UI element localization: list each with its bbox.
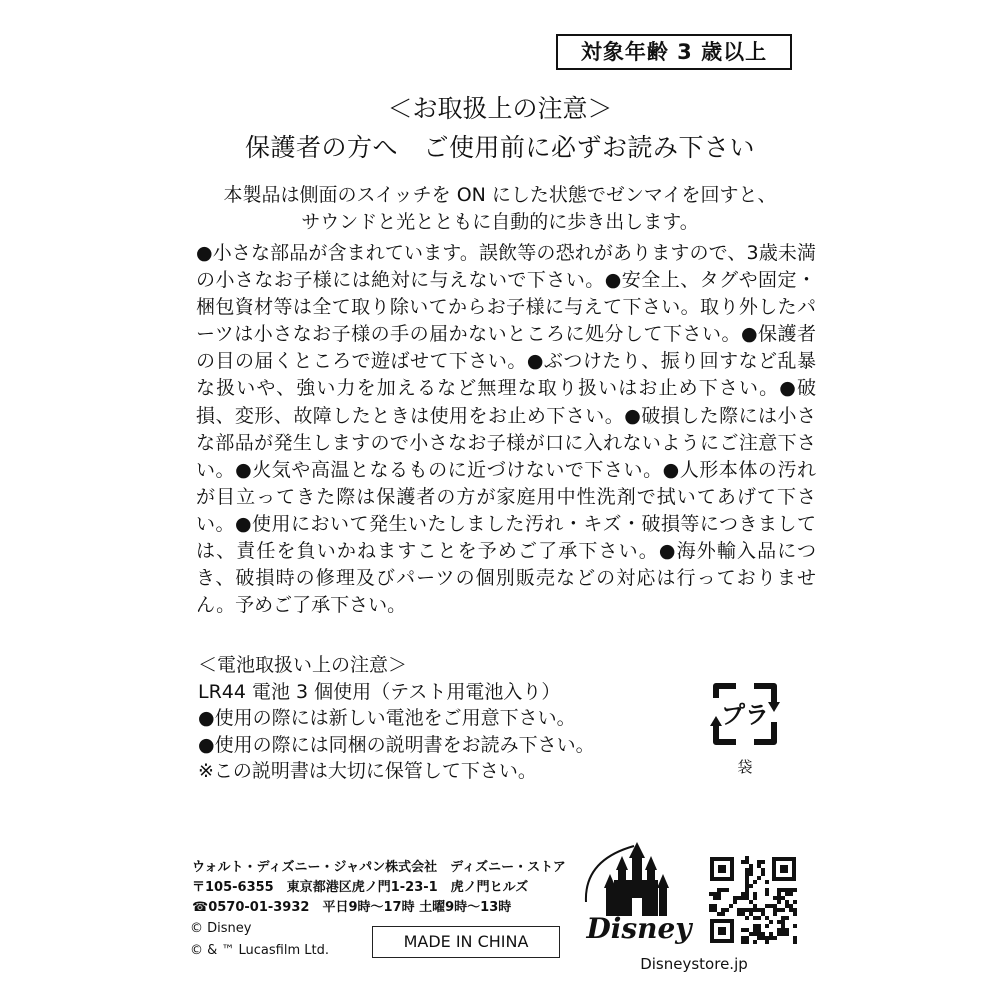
company-name: ウォルト・ディズニー・ジャパン株式会社 ディズニー・ストア — [192, 860, 566, 875]
qr-module — [749, 872, 753, 876]
qr-module — [793, 940, 797, 944]
qr-module — [741, 936, 745, 940]
qr-module — [781, 920, 785, 924]
qr-module — [761, 860, 765, 864]
qr-module — [745, 876, 749, 880]
disney-logo-text: Disney — [586, 912, 692, 945]
qr-module — [765, 924, 769, 928]
qr-module — [773, 904, 777, 908]
qr-module — [737, 908, 741, 912]
qr-module — [785, 900, 789, 904]
website-url[interactable]: Disneystore.jp — [640, 955, 748, 973]
qr-module — [733, 896, 737, 900]
qr-module — [741, 940, 745, 944]
qr-module — [757, 864, 761, 868]
qr-module — [745, 940, 749, 944]
qr-module — [745, 916, 749, 920]
copyright-lucasfilm: © & ™ Lucasfilm Ltd. — [190, 943, 329, 958]
qr-module — [733, 900, 737, 904]
battery-line: ●使用の際には同梱の説明書をお読み下さい。 — [198, 733, 595, 756]
qr-code-icon[interactable] — [708, 855, 798, 945]
qr-module — [769, 920, 773, 924]
qr-module — [761, 872, 765, 876]
battery-line: ※この説明書は大切に保管して下さい。 — [198, 760, 537, 782]
qr-module — [749, 864, 753, 868]
qr-module — [717, 888, 721, 892]
qr-module — [753, 916, 757, 920]
qr-module — [761, 868, 765, 872]
qr-module — [793, 900, 797, 904]
qr-module — [785, 932, 789, 936]
qr-module — [765, 892, 769, 896]
qr-module — [757, 928, 761, 932]
qr-module — [725, 908, 729, 912]
qr-module — [757, 916, 761, 920]
battery-line: LR44 電池 3 個使用（テスト用電池入り） — [198, 680, 561, 703]
qr-module — [777, 908, 781, 912]
qr-module — [785, 888, 789, 892]
qr-module — [741, 860, 745, 864]
qr-module — [793, 924, 797, 928]
copyright — [190, 918, 329, 962]
qr-module — [761, 936, 765, 940]
qr-module — [761, 932, 765, 936]
qr-module — [757, 924, 761, 928]
qr-module — [781, 916, 785, 920]
qr-module — [753, 940, 757, 944]
company-info — [192, 858, 566, 918]
qr-module — [741, 912, 745, 916]
qr-module — [745, 896, 749, 900]
qr-module — [741, 896, 745, 900]
qr-module — [729, 904, 733, 908]
qr-module — [745, 936, 749, 940]
qr-module — [753, 924, 757, 928]
qr-module — [749, 912, 753, 916]
battery-line: ●使用の際には新しい電池をご用意下さい。 — [198, 707, 576, 729]
qr-module — [745, 888, 749, 892]
qr-module — [757, 860, 761, 864]
qr-module — [785, 928, 789, 932]
qr-module — [721, 888, 725, 892]
qr-module — [793, 888, 797, 892]
qr-module — [781, 928, 785, 932]
qr-module — [785, 892, 789, 896]
qr-module — [773, 896, 777, 900]
qr-module — [769, 932, 773, 936]
battery-heading: ＜電池取扱い上の注意＞ — [198, 654, 408, 676]
qr-module — [749, 908, 753, 912]
qr-module — [737, 912, 741, 916]
qr-module — [781, 932, 785, 936]
qr-module — [773, 912, 777, 916]
qr-module — [769, 904, 773, 908]
qr-module — [737, 896, 741, 900]
company-address: 〒105-6355 東京都港区虎ノ門1-23-1 虎ノ門ヒルズ — [192, 880, 529, 895]
qr-module — [745, 928, 749, 932]
qr-module — [781, 908, 785, 912]
qr-module — [761, 912, 765, 916]
qr-module — [741, 928, 745, 932]
qr-module — [749, 868, 753, 872]
company-phone: ☎0570-01-3932 平日9時～17時 土曜9時～13時 — [192, 900, 512, 915]
qr-module — [749, 932, 753, 936]
qr-module — [789, 892, 793, 896]
qr-module — [785, 904, 789, 908]
qr-module — [709, 892, 713, 896]
qr-module — [725, 888, 729, 892]
qr-module — [713, 892, 717, 896]
qr-module — [753, 928, 757, 932]
qr-module — [717, 896, 721, 900]
qr-module — [777, 900, 781, 904]
qr-module — [745, 860, 749, 864]
qr-module — [793, 912, 797, 916]
recycle-label: 袋 — [737, 758, 753, 776]
qr-module — [753, 908, 757, 912]
qr-module — [765, 880, 769, 884]
qr-module — [709, 904, 713, 908]
qr-module — [745, 892, 749, 896]
disney-castle-logo — [574, 840, 704, 950]
qr-module — [741, 908, 745, 912]
qr-module — [789, 888, 793, 892]
qr-module — [753, 880, 757, 884]
qr-module — [781, 888, 785, 892]
qr-module — [713, 904, 717, 908]
qr-module — [793, 908, 797, 912]
qr-module — [765, 888, 769, 892]
qr-module — [781, 896, 785, 900]
qr-module — [717, 912, 721, 916]
qr-module — [745, 868, 749, 872]
qr-module — [749, 884, 753, 888]
qr-module — [745, 856, 749, 860]
qr-module — [721, 908, 725, 912]
battery-section — [198, 652, 698, 785]
qr-module — [753, 904, 757, 908]
qr-module — [777, 932, 781, 936]
qr-module — [757, 932, 761, 936]
qr-module — [713, 896, 717, 900]
pla-recycle-icon — [706, 678, 784, 750]
qr-module — [745, 884, 749, 888]
qr-module — [753, 896, 757, 900]
made-in-box: MADE IN CHINA — [372, 926, 560, 958]
qr-module — [761, 908, 765, 912]
qr-module — [741, 892, 745, 896]
product-intro — [150, 182, 850, 236]
qr-module — [713, 908, 717, 912]
qr-module — [793, 936, 797, 940]
qr-module — [777, 888, 781, 892]
qr-module — [789, 908, 793, 912]
qr-module — [749, 900, 753, 904]
qr-module — [757, 908, 761, 912]
qr-module — [765, 904, 769, 908]
qr-module — [721, 912, 725, 916]
qr-module — [745, 908, 749, 912]
qr-module — [789, 904, 793, 908]
qr-module — [765, 940, 769, 944]
qr-module — [753, 892, 757, 896]
qr-module — [757, 876, 761, 880]
qr-module — [765, 936, 769, 940]
caution-subtitle: 保護者の方へ ご使用前に必ずお読み下さい — [244, 133, 755, 162]
qr-module — [765, 916, 769, 920]
qr-module — [781, 924, 785, 928]
qr-module — [777, 928, 781, 932]
intro-line: サウンドと光とともに自動的に歩き出します。 — [301, 211, 699, 233]
qr-module — [745, 880, 749, 884]
caution-title: ＜お取扱上の注意＞ — [387, 94, 613, 123]
qr-module — [717, 892, 721, 896]
copyright-disney: © Disney — [190, 921, 252, 936]
qr-module — [753, 932, 757, 936]
qr-module — [709, 908, 713, 912]
age-badge: 対象年齢 3 歳以上 — [556, 34, 792, 70]
intro-line: 本製品は側面のスイッチを ON にした状態でゼンマイを回すと、 — [223, 184, 777, 206]
qr-module — [785, 916, 789, 920]
qr-module — [745, 872, 749, 876]
qr-module — [777, 896, 781, 900]
qr-module — [773, 908, 777, 912]
qr-module — [777, 920, 781, 924]
caution-paragraph: ●小さな部品が含まれています。誤飲等の恐れがありますので、3歳未満の小さなお子様には絶対に与えないで下さい。●安全上、タグや固定・梱包資材等は全て取り除いてからお子様に与えて下さい。取り外したパーツは小さなお子様の手の届かないところに処分して下さい。●保護者の目の届くところで遊ばせて下さい。●ぶつけたり、振り回すなど乱暴な扱いや、強い力を加えるなど無理な取り扱いはお止め下さい。●破損、変形、故障したときは使用をお止め下さい。●破損した際には小さな部品が発生しますので小さなお子様が口に入れないようにご注意下さい。●火気や高温となるものに近づけないで下さい。●人形本体の汚れが目立ってきた際は保護者の方が家庭用中性洗剤で拭いてあげて下さい。●使用において発生いたしました汚れ・キズ・破損等につきましては、責任を負いかねますことを予めご了承下さい。●海外輸入品につき、破損時の修理及びパーツの個別販売などの対応は行っておりません。予めご了承下さい。 — [196, 242, 816, 617]
qr-module — [769, 936, 773, 940]
qr-module — [757, 936, 761, 940]
pla-mark-text: プラ — [721, 701, 769, 729]
qr-module — [773, 936, 777, 940]
qr-module — [777, 892, 781, 896]
